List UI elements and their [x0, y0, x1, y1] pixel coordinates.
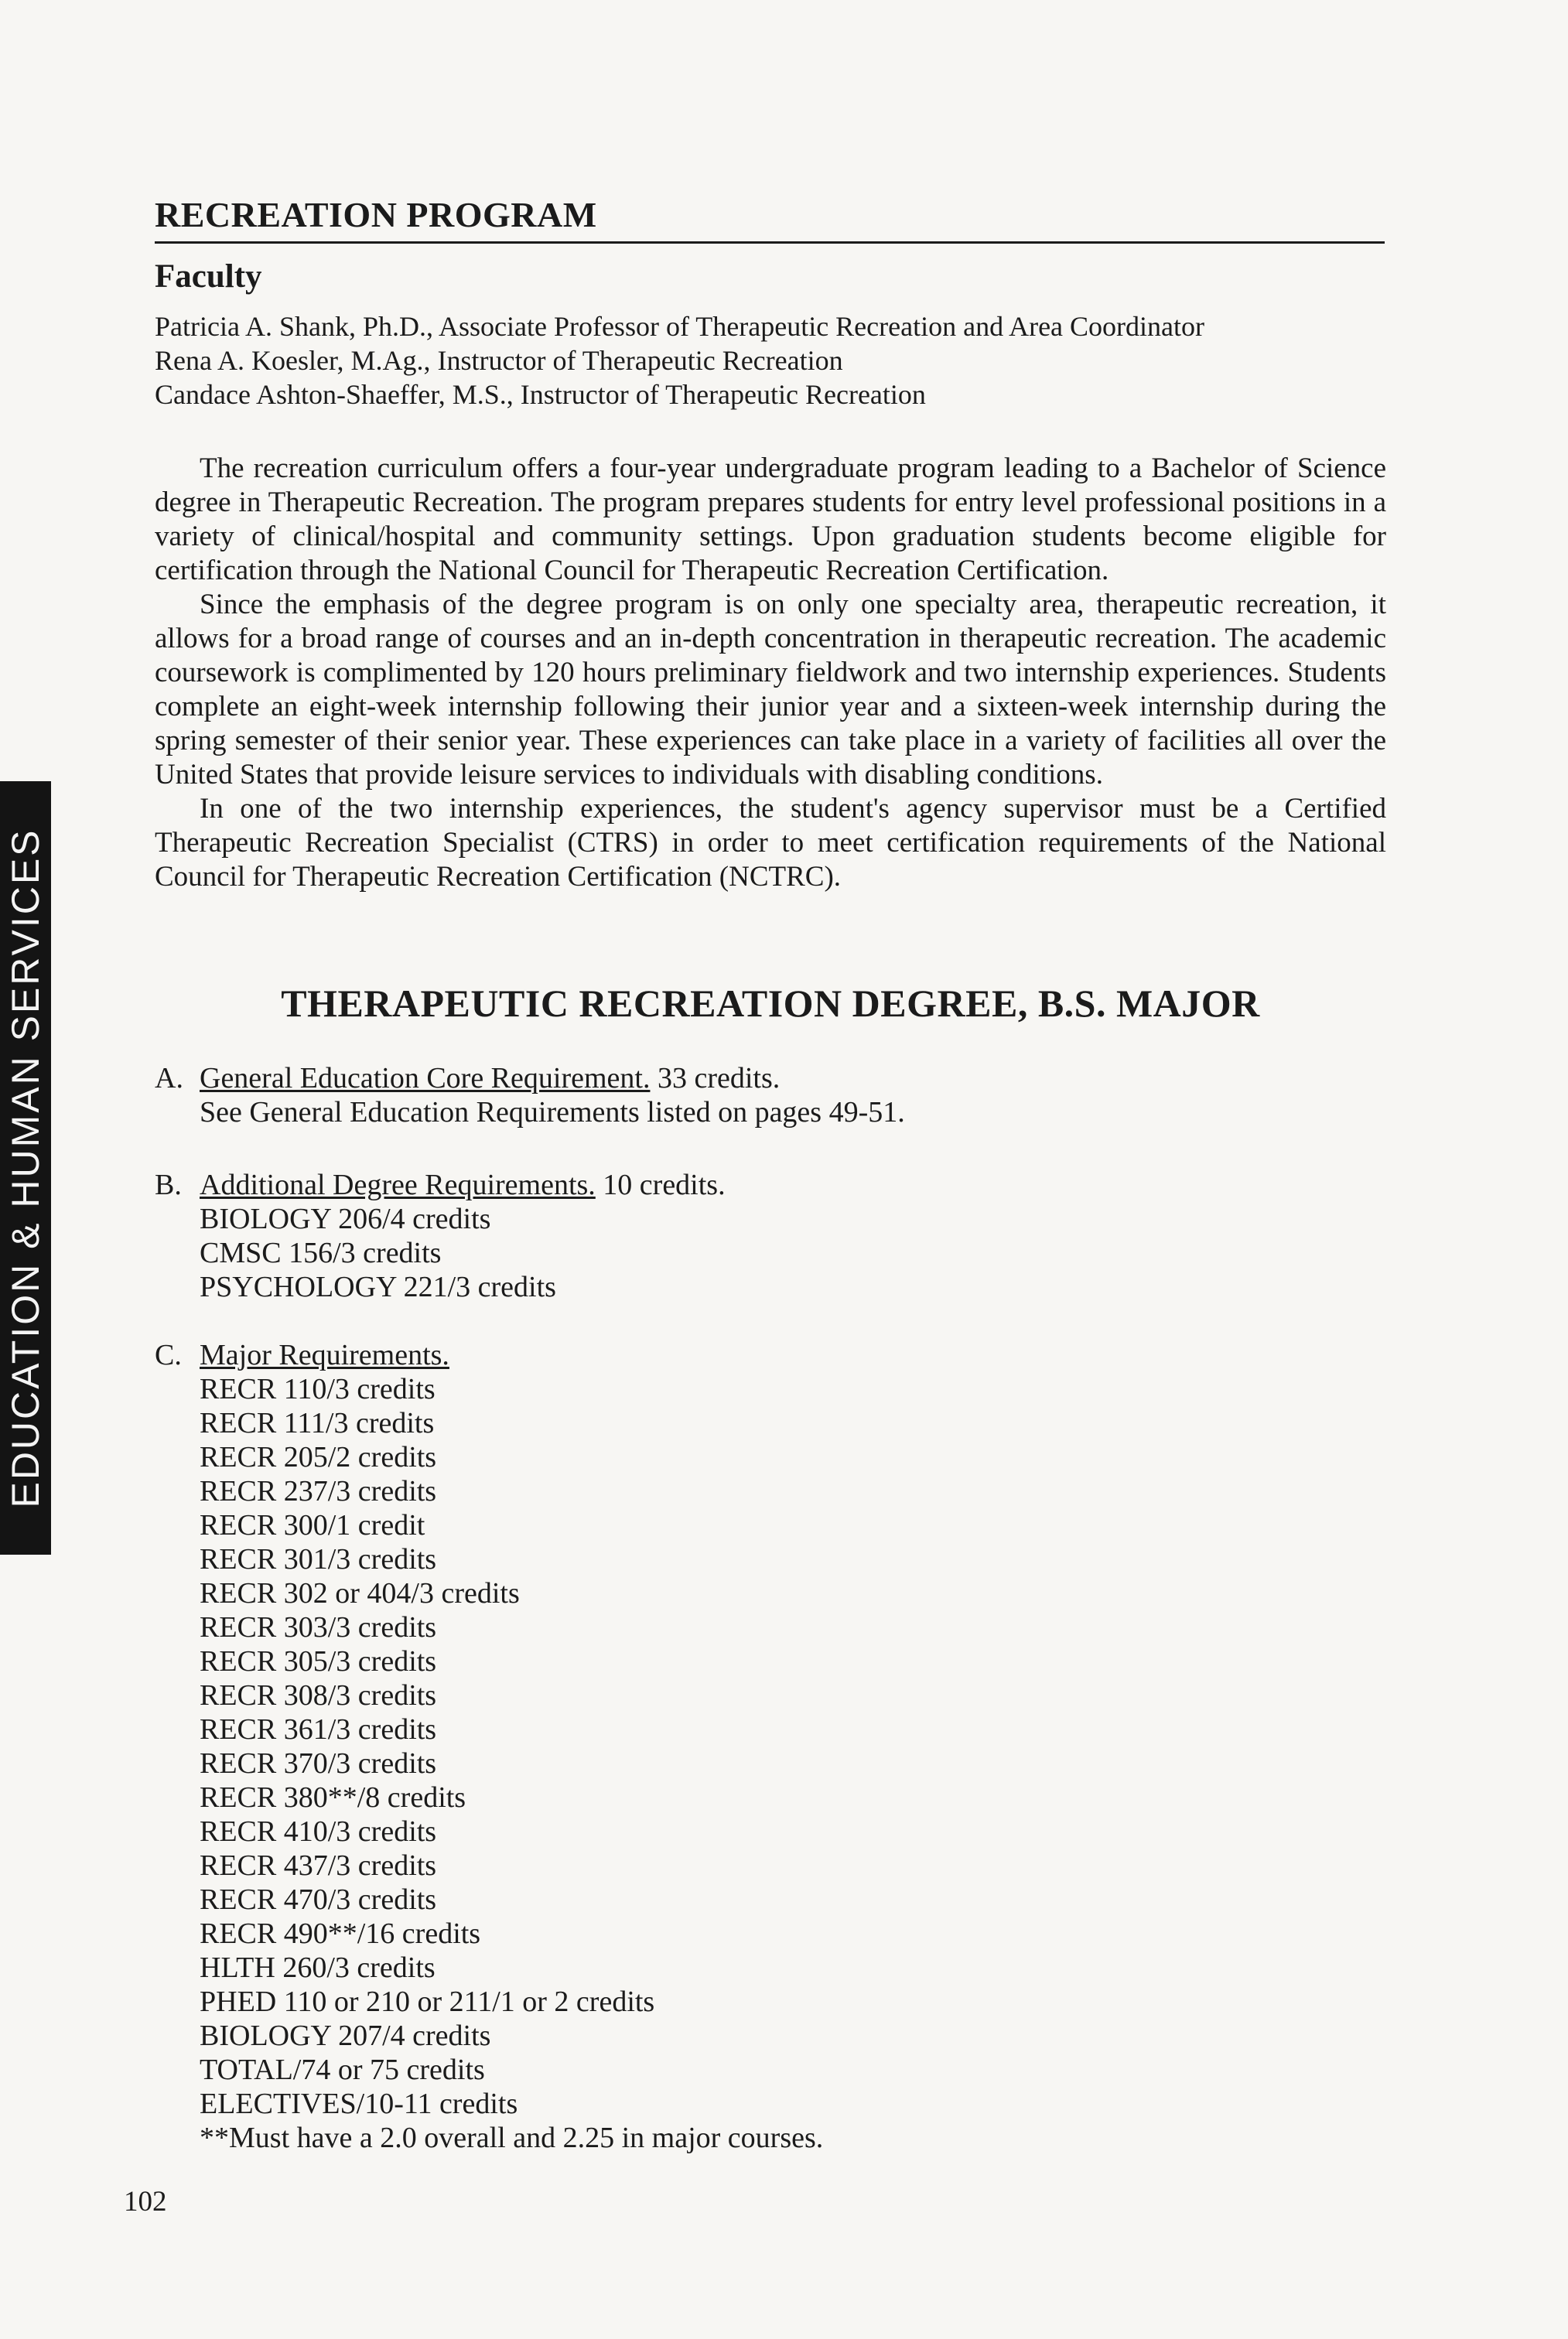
requirement-item: CMSC 156/3 credits: [200, 1237, 442, 1269]
requirement-item: RECR 205/2 credits: [200, 1441, 437, 1473]
requirement-item: RECR 302 or 404/3 credits: [200, 1577, 520, 1610]
requirement-section-b: [155, 1168, 1386, 1304]
paragraph: In one of the two internship experiences, the student's agency supervisor must be a Certified Therapeutic Recreation Specialist (CTRS) in order to meet certification requirements of the National Council for Therapeutic Recreation Certification (NCTRC).: [155, 793, 1386, 893]
requirement-list: [155, 1202, 1386, 1304]
requirement-item: PHED 110 or 210 or 211/1 or 2 credits: [200, 1986, 655, 2018]
requirement-item: RECR 300/1 credit: [200, 1509, 425, 1542]
requirement-item: RECR 110/3 credits: [200, 1373, 436, 1405]
requirement-item: RECR 380**/8 credits: [200, 1781, 466, 1814]
requirement-section-c: [155, 1338, 1386, 2155]
requirement-list: [155, 1372, 1386, 2155]
requirement-list: [155, 1095, 1386, 1129]
faculty-list: [155, 309, 1385, 411]
degree-title: THERAPEUTIC RECREATION DEGREE, B.S. MAJOR: [281, 982, 1260, 1025]
side-tab-label: EDUCATION & HUMAN SERVICES: [4, 828, 47, 1508]
requirement-item: RECR 308/3 credits: [200, 1679, 437, 1712]
requirement-item: RECR 437/3 credits: [200, 1849, 437, 1882]
section-title: RECREATION PROGRAM: [155, 195, 597, 234]
requirement-item: RECR 490**/16 credits: [200, 1917, 481, 1950]
requirement-item: RECR 303/3 credits: [200, 1611, 437, 1644]
requirement-section-a: [155, 1061, 1386, 1129]
faculty-member: Patricia A. Shank, Ph.D., Associate Professor of Therapeutic Recreation and Area Coordinator: [155, 311, 1204, 342]
paragraph: The recreation curriculum offers a four-year undergraduate program leading to a Bachelor of Science degree in Therapeutic Recreation. The program prepares students for entry level professional positions in a variety of clinical/hospital and community settings. Upon graduation students become eligible for certification through the National Council for Therapeutic Recreation Certification.: [155, 452, 1386, 586]
page-header: [155, 179, 1385, 244]
paragraph: Since the emphasis of the degree program is on only one specialty area, therapeutic recreation, it allows for a broad range of courses and an in-depth concentration in therapeutic recreation. The academic coursework is complimented by 120 hours preliminary fieldwork and two internship experiences. Students complete an eight-week internship following their junior year and a sixteen-week internship during the spring semester of their senior year. These experiences can take place in a variety of facilities all over the United States that provide leisure services to individuals with disabling conditions.: [155, 589, 1386, 790]
requirement-item: TOTAL/74 or 75 credits: [200, 2054, 485, 2086]
requirement-item: PSYCHOLOGY 221/3 credits: [200, 1271, 556, 1303]
requirement-item: BIOLOGY 207/4 credits: [200, 2020, 491, 2052]
faculty-member: Rena A. Koesler, M.Ag., Instructor of Therapeutic Recreation: [155, 345, 843, 376]
requirement-item: RECR 111/3 credits: [200, 1407, 435, 1439]
section-letter: B.: [155, 1169, 182, 1201]
requirement-item: See General Education Requirements listed on pages 49-51.: [200, 1096, 905, 1129]
requirement-item: HLTH 260/3 credits: [200, 1951, 436, 1984]
section-credits: 33 credits.: [650, 1062, 781, 1094]
section-credits: 10 credits.: [595, 1169, 726, 1201]
section-letter: A.: [155, 1062, 183, 1094]
section-title: Additional Degree Requirements.: [200, 1169, 596, 1201]
requirement-item: RECR 361/3 credits: [200, 1713, 437, 1746]
section-side-tab: [0, 781, 51, 1555]
requirement-item: RECR 410/3 credits: [200, 1815, 437, 1848]
requirement-item: RECR 470/3 credits: [200, 1883, 437, 1916]
requirement-item: BIOLOGY 206/4 credits: [200, 1203, 491, 1235]
faculty-member: Candace Ashton-Shaeffer, M.S., Instructor of Therapeutic Recreation: [155, 379, 926, 410]
section-title: Major Requirements.: [200, 1339, 449, 1371]
requirement-item: ELECTIVES/10-11 credits: [200, 2088, 518, 2120]
faculty-heading: Faculty: [155, 258, 262, 295]
page-number: 102: [124, 2186, 167, 2218]
program-description: [155, 452, 1386, 894]
section-letter: C.: [155, 1339, 182, 1371]
requirement-item: RECR 301/3 credits: [200, 1543, 437, 1576]
requirement-item: RECR 305/3 credits: [200, 1645, 437, 1678]
section-title: General Education Core Requirement.: [200, 1062, 651, 1094]
requirement-item: RECR 370/3 credits: [200, 1747, 437, 1780]
requirement-item: RECR 237/3 credits: [200, 1475, 437, 1508]
requirement-footnote: **Must have a 2.0 overall and 2.25 in major courses.: [200, 2122, 824, 2154]
